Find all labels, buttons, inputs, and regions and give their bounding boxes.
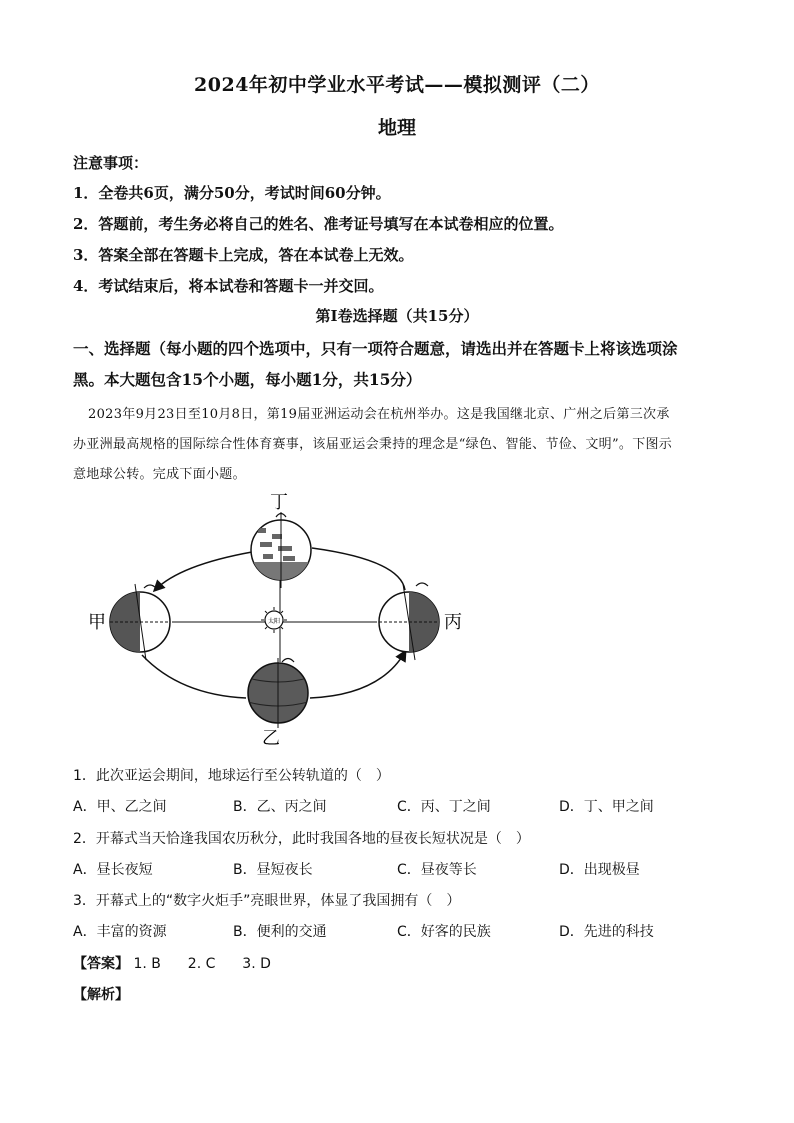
position-label-ding: 丁 — [270, 492, 288, 513]
orbit-arc — [312, 548, 405, 590]
orbit-arc — [310, 652, 405, 698]
earth-bottom — [248, 658, 308, 728]
subject-title: 地理 — [377, 117, 416, 139]
option-d[interactable]: D．先进的科技 — [559, 924, 654, 940]
section-instruction: 黑。本大题包含15个小题，每小题1分，共15分） — [73, 370, 422, 389]
passage-line: 办亚洲最高规格的国际综合性体育赛事，该届亚运会秉持的理念是“绿色、智能、节俭、文明”。下图示 — [73, 437, 673, 452]
notice-item: 2．答题前，考生务必将自己的姓名、准考证号填写在本试卷相应的位置。 — [73, 215, 564, 233]
exam-title: 2024年初中学业水平考试——模拟测评（二） — [194, 74, 600, 96]
option-a[interactable]: A．甲、乙之间 — [73, 799, 167, 815]
section-title: 第Ⅰ卷选择题（共15分） — [315, 307, 479, 325]
answer-label: 【答案】 — [73, 956, 129, 972]
option-d[interactable]: D．丁、甲之间 — [559, 799, 654, 815]
earth-top — [251, 512, 311, 588]
option-a[interactable]: A．昼长夜短 — [73, 862, 153, 878]
earth-revolution-diagram — [80, 490, 480, 750]
position-label-bing: 丙 — [444, 612, 462, 633]
notice-item: 4．考试结束后，将本试卷和答题卡一并交回。 — [73, 277, 384, 295]
earth-left — [110, 584, 170, 660]
section-instruction: 一、选择题（每小题的四个选项中，只有一项符合题意，请选出并在答题卡上将该选项涂 — [73, 339, 678, 358]
option-c[interactable]: C．昼夜等长 — [397, 862, 477, 878]
option-c[interactable]: C．丙、丁之间 — [397, 799, 491, 815]
passage-line: 2023年9月23日至10月8日，第19届亚洲运动会在杭州举办。这是我国继北京、广州之后第三次承 — [88, 407, 670, 422]
sun-icon — [261, 607, 287, 633]
option-b[interactable]: B．便利的交通 — [233, 924, 327, 940]
answer-value: 2. C — [187, 956, 216, 972]
notice-item: 1．全卷共6页，满分50分，考试时间60分钟。 — [73, 184, 391, 202]
position-label-yi: 乙 — [262, 728, 280, 749]
option-c[interactable]: C．好客的民族 — [397, 924, 491, 940]
option-b[interactable]: B．昼短夜长 — [233, 862, 313, 878]
orbit-arc — [142, 655, 246, 698]
option-a[interactable]: A．丰富的资源 — [73, 924, 167, 940]
answer-line — [73, 953, 271, 973]
question-stem: 2．开幕式当天恰逢我国农历秋分，此时我国各地的昼夜长短状况是（ ） — [73, 831, 530, 847]
analysis-label: 【解析】 — [73, 987, 129, 1003]
option-b[interactable]: B．乙、丙之间 — [233, 799, 327, 815]
sun-label: 太阳 — [267, 618, 281, 625]
position-label-jia: 甲 — [88, 612, 106, 633]
option-d[interactable]: D．出现极昼 — [559, 862, 640, 878]
notice-item: 3．答案全部在答题卡上完成，答在本试卷上无效。 — [73, 246, 414, 264]
orbit-arc — [155, 552, 252, 590]
question-stem: 3．开幕式上的“数字火炬手”亮眼世界，体显了我国拥有（ ） — [73, 893, 461, 909]
question-stem: 1．此次亚运会期间，地球运行至公转轨道的（ ） — [73, 768, 390, 784]
notice-heading: 注意事项： — [73, 154, 149, 172]
answer-value: 1. B — [133, 956, 161, 972]
passage-line: 意地球公转。完成下面小题。 — [73, 467, 246, 482]
earth-right — [379, 583, 441, 660]
answer-value: 3. D — [242, 956, 271, 972]
